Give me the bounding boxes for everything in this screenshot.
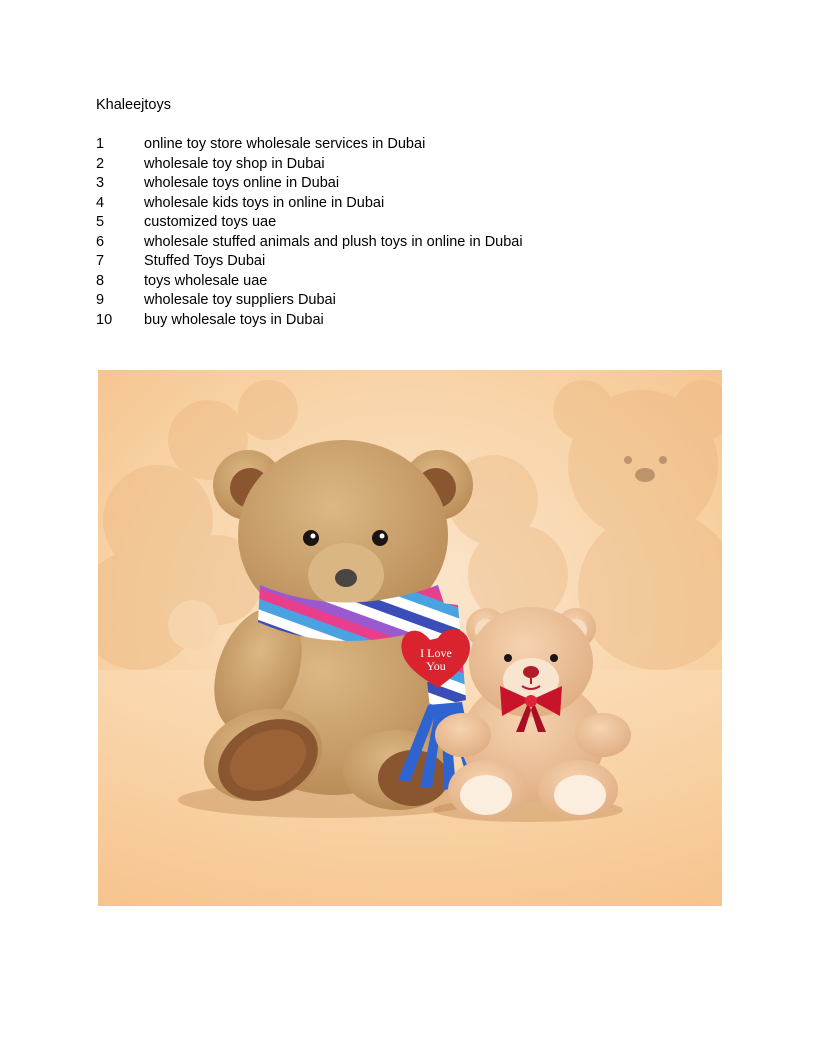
list-item — [96, 194, 523, 214]
list-item-text: customized toys uae — [144, 214, 277, 230]
list-item — [96, 252, 523, 272]
heart-text-line1: I Love — [420, 646, 452, 660]
list-item — [96, 213, 523, 233]
list-item-text: wholesale toy shop in Dubai — [144, 155, 325, 172]
list-item — [96, 174, 523, 194]
list-item-number: 2 — [96, 155, 105, 172]
list-item-text: wholesale kids toys in online in Dubai — [144, 194, 385, 211]
document-title: Khaleejtoys — [96, 97, 171, 113]
list-item-text: online toy store wholesale services in Dubai — [144, 136, 426, 152]
keyword-list — [96, 135, 523, 330]
list-item-number: 10 — [96, 311, 113, 328]
list-item-number: 4 — [96, 194, 105, 211]
list-item — [96, 291, 523, 311]
list-item-text: toys wholesale uae — [144, 272, 268, 289]
list-item — [96, 233, 523, 253]
list-item — [96, 272, 523, 292]
list-item-number: 9 — [96, 292, 105, 308]
list-item-text: buy wholesale toys in Dubai — [144, 311, 324, 328]
teddy-bears-illustration — [98, 370, 722, 906]
list-item-text: Stuffed Toys Dubai — [144, 253, 266, 269]
list-item-number: 8 — [96, 272, 105, 289]
list-item-text: wholesale stuffed animals and plush toys in online in Dubai — [144, 233, 523, 250]
list-item-number: 7 — [96, 253, 105, 269]
heart-text-line2: You — [426, 659, 446, 673]
list-item-number: 6 — [96, 233, 105, 250]
list-item-text: wholesale toy suppliers Dubai — [144, 292, 336, 308]
list-item-text: wholesale toys online in Dubai — [144, 175, 340, 191]
list-item — [96, 135, 523, 155]
list-item-number: 5 — [96, 214, 105, 230]
teddy-bears-photo — [98, 370, 722, 906]
list-item — [96, 155, 523, 175]
list-item — [96, 311, 523, 331]
list-item-number: 3 — [96, 175, 105, 191]
list-item-number: 1 — [96, 136, 105, 152]
